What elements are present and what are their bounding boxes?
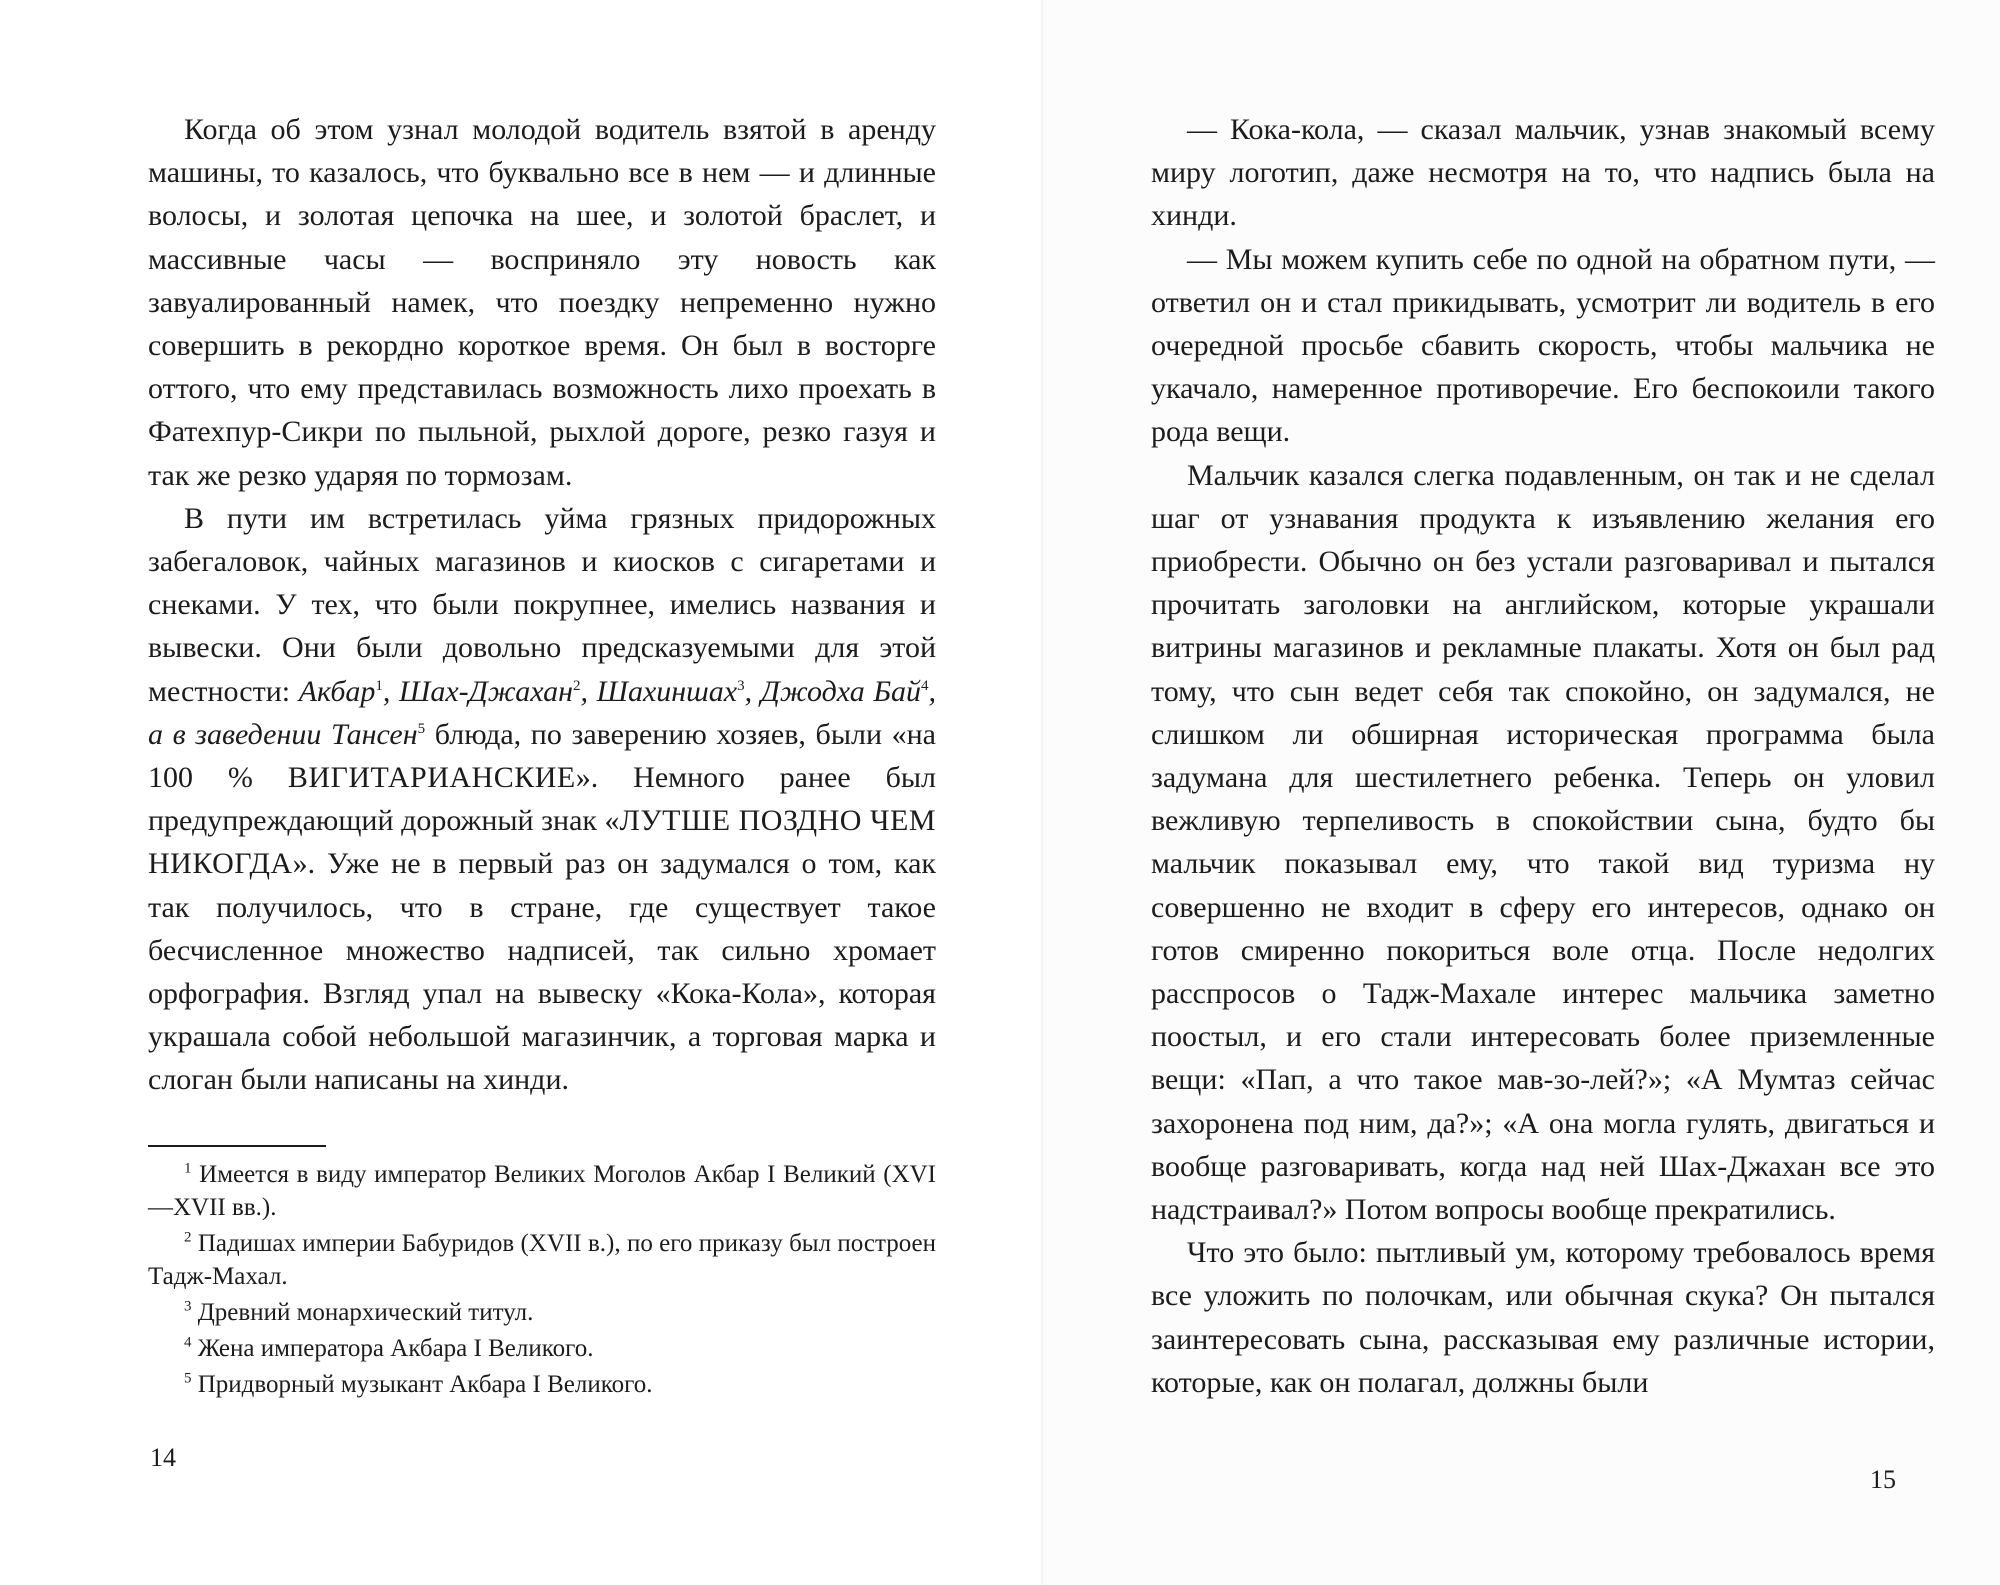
footnote-ref: 3 <box>737 677 745 694</box>
footnote-1 <box>148 1158 936 1224</box>
footnote-text: Придворный музыкант Акбара I Великого. <box>197 1371 653 1398</box>
footnote-ref-name: Акбар <box>298 674 376 708</box>
footnote-text: Жена императора Акбара I Великого. <box>197 1335 594 1362</box>
p2-text: В пути им встретилась уйма грязных придорожных забегаловок, чайных магазинов и киосков с сигаретами и снеками. У тех, что были покрупнее, имелись названия и вывески. Они были довольно предсказуемыми для этой местности: <box>148 501 936 708</box>
left-page-body <box>148 108 936 1102</box>
footnote-ref-sep: , <box>382 674 400 708</box>
footnote-2 <box>148 1227 936 1293</box>
left-paragraph-1: Когда об этом узнал молодой водитель взятой в аренду машины, то казалось, что буквально все в нем — и длинные волосы, и золотая цепочка на шее, и золотой браслет, и массивные часы — восприняло эту новость как завуалированный намек, что поездку непременно нужно совершить в рекордно короткое время. Он был в восторге оттого, что ему представилась возможность лихо проехать в Фатехпур-Сикри по пыльной, рыхлой дороге, резко газуя и так же резко ударяя по тормозам. <box>148 113 936 492</box>
footnote-4 <box>148 1332 936 1365</box>
footnote-ref-sep: , а в заведении <box>148 674 937 751</box>
footnote-ref-sep: , <box>744 674 761 708</box>
footnote-number: 1 <box>184 1160 192 1177</box>
footnote-ref-name: Тансен <box>330 717 418 751</box>
footnote-divider <box>148 1145 326 1147</box>
left-paragraph-2 <box>148 497 936 1102</box>
footnote-ref: 2 <box>573 677 581 694</box>
footnote-text: Древний монархический титул. <box>197 1299 534 1326</box>
p2-caps-text: ЛУТШЕ ПОЗДНО ЧЕМ НИКОГДА <box>148 804 936 881</box>
footnote-3 <box>148 1296 936 1329</box>
footnote-number: 5 <box>184 1370 192 1387</box>
footnote-ref-sep: , <box>580 674 597 708</box>
right-paragraph-1: — Кока-кола, — сказал мальчик, узнав знакомый всему миру логотип, даже несмотря на то, что надпись была на хинди. <box>1151 113 1935 233</box>
footnote-5 <box>148 1368 936 1401</box>
footnote-ref-name: Джодха Бай <box>760 674 922 708</box>
p2-caps-text: ВИГИТАРИАНСКИЕ <box>287 761 576 795</box>
p2-text: блюда, по заверению хозяев, были «на 100 % <box>148 717 937 795</box>
footnote-ref: 4 <box>921 677 929 694</box>
footnote-number: 3 <box>184 1298 192 1315</box>
footnote-ref: 1 <box>375 677 383 694</box>
footnote-text: Имеется в виду император Великих Моголов Акбар I Великий (XVI—XVII вв.). <box>148 1161 936 1221</box>
page-number-right: 15 <box>1870 1465 1896 1494</box>
footnote-ref: 5 <box>417 720 426 737</box>
right-page-body <box>1151 108 1935 1404</box>
footnote-ref-name: Шахиншах <box>596 674 738 708</box>
page-number-left: 14 <box>150 1443 176 1472</box>
footnote-ref-name: Шах-Джахан <box>399 674 574 708</box>
right-page <box>1043 0 2000 1585</box>
right-paragraph-4: Что это было: пытливый ум, которому требовалось время все уложить по полочкам, или обычная скука? Он пытался заинтересовать сына, рассказывая ему различные истории, которые, как он полагал, должны были <box>1151 1236 1935 1399</box>
footnote-text: Падишах империи Бабуридов (XVII в.), по его приказу был построен Тадж-Махал. <box>148 1230 937 1290</box>
footnote-number: 2 <box>184 1229 192 1246</box>
p2-text: ». Уже не в первый раз он задумался о том, как так получилось, что в стране, где существует такое бесчисленное множество надписей, так сильно хромает орфография. Взгляд упал на вывеску «Кока-Кола», которая украшала собой небольшой магазинчик, а торговая марка и слоган были написаны на хинди. <box>148 847 936 1097</box>
footnotes <box>148 1158 936 1404</box>
footnote-number: 4 <box>184 1334 192 1351</box>
p2-text: ». Немного ранее был предупреждающий дорожный знак « <box>148 761 936 838</box>
right-paragraph-3: Мальчик казался слегка подавленным, он так и не сделал шаг от узнавания продукта к изъявлению желания его приобрести. Обычно он без устали разговаривал и пытался прочитать заголовки на английском, которые украшали витрины магазинов и рекламные плакаты. Хотя он был рад тому, что сын ведет себя так спокойно, он задумался, не слишком ли обширная историческая программа была задумана для шестилетнего ребенка. Теперь он уловил вежливую терпеливость в спокойствии сына, будто бы мальчик показывал ему, что такой вид туризма ну совершенно не входит в сферу его интересов, однако он готов смиренно покориться воле отца. После недолгих расспросов о Тадж-Махале интерес мальчика заметно поостыл, и его стали интересовать более приземленные вещи: «Пап, а что такое мав-зо-лей?»; «А Мумтаз сейчас захоронена под ним, да?»; «А она могла гулять, двигаться и вообще разговаривать, когда над ней Шах-Джахан все это надстраивал?» Потом вопросы вообще прекратились. <box>1151 458 1935 1227</box>
right-paragraph-2: — Мы можем купить себе по одной на обратном пути, — ответил он и стал прикидывать, усмотрит ли водитель в его очередной просьбе сбавить скорость, чтобы мальчика не укачало, намеренное противоречие. Его беспокоили такого рода вещи. <box>1151 242 1935 449</box>
